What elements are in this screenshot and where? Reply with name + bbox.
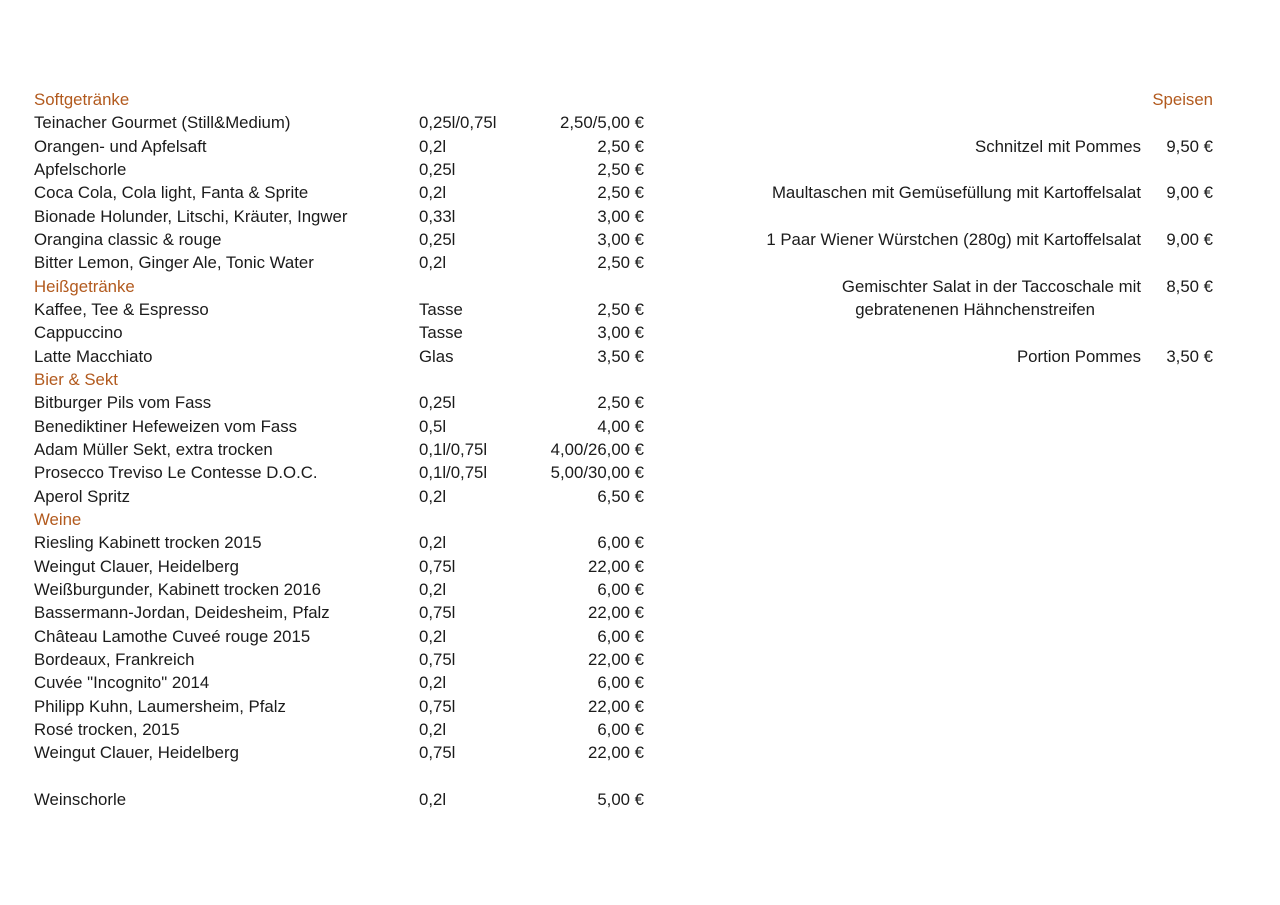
item-name: Bordeaux, Frankreich	[34, 649, 195, 669]
menu-item-row	[34, 601, 644, 624]
food-item-row	[698, 345, 1213, 368]
menu-item-row	[34, 391, 644, 414]
item-size: 0,2l	[419, 626, 447, 646]
speisen-column	[698, 88, 1213, 368]
item-price: 4,00 €	[597, 416, 644, 436]
food-item-name: 1 Paar Wiener Würstchen (280g) mit Kartoffelsalat	[766, 229, 1141, 249]
speisen-heading: Speisen	[1152, 90, 1213, 109]
item-name: Benediktiner Hefeweizen vom Fass	[34, 416, 298, 436]
menu-item-row	[34, 648, 644, 671]
food-item-name: Maultaschen mit Gemüsefüllung mit Kartoffelsalat	[771, 183, 1141, 203]
item-name: Philipp Kuhn, Laumersheim, Pfalz	[34, 696, 286, 716]
drinks-column	[34, 88, 644, 811]
menu-section-heading: Heißgetränke	[34, 276, 135, 296]
item-name: Latte Macchiato	[34, 346, 153, 366]
item-size: 0,5l	[419, 416, 447, 436]
item-size: 0,1l/0,75l	[419, 439, 488, 459]
item-name: Cappuccino	[34, 323, 123, 343]
item-price: 2,50 €	[597, 183, 644, 203]
menu-section-heading-row	[34, 368, 644, 391]
item-price: 2,50 €	[597, 299, 644, 319]
item-price: 2,50 €	[597, 253, 644, 273]
item-name: Château Lamothe Cuveé rouge 2015	[34, 626, 311, 646]
menu-item-row	[34, 578, 644, 601]
item-price: 6,50 €	[597, 486, 644, 506]
item-name: Prosecco Treviso Le Contesse D.O.C.	[34, 463, 318, 483]
item-price: 22,00 €	[588, 696, 644, 716]
menu-item-row	[34, 135, 644, 158]
menu-item-row	[34, 205, 644, 228]
menu-item-row	[34, 251, 644, 274]
food-item-price	[1141, 298, 1213, 321]
item-size: 0,2l	[419, 253, 447, 273]
speisen-heading-row	[698, 88, 1213, 111]
item-price: 22,00 €	[588, 603, 644, 623]
food-item-price: 9,00 €	[1166, 229, 1213, 249]
item-name: Weingut Clauer, Heidelberg	[34, 743, 239, 763]
item-name: Apfelschorle	[34, 159, 127, 179]
menu-item-row	[34, 625, 644, 648]
item-price: 5,00/30,00 €	[550, 463, 644, 483]
food-item-price: 3,50 €	[1166, 346, 1213, 366]
item-name: Bitter Lemon, Ginger Ale, Tonic Water	[34, 253, 314, 273]
item-name: Cuvée "Incognito" 2014	[34, 673, 210, 693]
item-name: Aperol Spritz	[34, 486, 131, 506]
item-size: 0,25l	[419, 393, 456, 413]
blank-row	[34, 765, 644, 788]
menu-item-row	[34, 485, 644, 508]
item-size: 0,25l	[419, 159, 456, 179]
menu-item-row	[34, 718, 644, 741]
food-item-row	[698, 228, 1213, 251]
item-size: 0,2l	[419, 789, 447, 809]
item-price: 6,00 €	[597, 626, 644, 646]
item-price: 5,00 €	[597, 789, 644, 809]
menu-section-heading: Bier & Sekt	[34, 369, 118, 389]
menu-item-row	[34, 298, 644, 321]
item-price: 6,00 €	[597, 719, 644, 739]
food-item-row	[698, 135, 1213, 158]
item-price: 3,00 €	[597, 229, 644, 249]
menu-item-row	[34, 741, 644, 764]
item-size: 0,75l	[419, 649, 456, 669]
menu-item-row	[34, 531, 644, 554]
item-size: 0,75l	[419, 743, 456, 763]
item-price: 6,00 €	[597, 533, 644, 553]
menu-item-row	[34, 671, 644, 694]
menu-section-heading-row	[34, 275, 644, 298]
item-size: 0,2l	[419, 579, 447, 599]
item-size: 0,2l	[419, 719, 447, 739]
item-name: Bitburger Pils vom Fass	[34, 393, 212, 413]
food-item-name: Portion Pommes	[1016, 346, 1141, 366]
menu-section-heading: Softgetränke	[34, 90, 130, 109]
item-name: Bassermann-Jordan, Deidesheim, Pfalz	[34, 603, 330, 623]
item-name: Rosé trocken, 2015	[34, 719, 180, 739]
blank-row	[698, 111, 1213, 134]
item-size: 0,2l	[419, 136, 447, 156]
food-item-name: Schnitzel mit Pommes	[975, 136, 1141, 156]
item-price: 6,00 €	[597, 673, 644, 693]
food-item-row	[698, 181, 1213, 204]
item-name: Adam Müller Sekt, extra trocken	[34, 439, 273, 459]
item-price: 22,00 €	[588, 556, 644, 576]
item-price: 22,00 €	[588, 649, 644, 669]
item-size: 0,2l	[419, 533, 447, 553]
menu-item-row	[34, 438, 644, 461]
item-size: 0,75l	[419, 696, 456, 716]
blank-row	[698, 205, 1213, 228]
item-size: 0,1l/0,75l	[419, 463, 488, 483]
item-size: 0,25l	[419, 229, 456, 249]
item-price: 6,00 €	[597, 579, 644, 599]
item-size: 0,75l	[419, 603, 456, 623]
item-price: 3,00 €	[597, 206, 644, 226]
menu-item-row	[34, 321, 644, 344]
menu-item-row	[34, 415, 644, 438]
food-item-price: 9,50 €	[1166, 136, 1213, 156]
item-name: Bionade Holunder, Litschi, Kräuter, Ingwer	[34, 206, 348, 226]
item-price: 2,50 €	[597, 159, 644, 179]
menu-item-row	[34, 555, 644, 578]
item-price: 4,00/26,00 €	[550, 439, 644, 459]
menu-item-row	[34, 228, 644, 251]
menu-item-row	[34, 345, 644, 368]
item-size: 0,75l	[419, 556, 456, 576]
menu-section-heading-row	[34, 508, 644, 531]
item-price: 2,50 €	[597, 393, 644, 413]
item-name: Teinacher Gourmet (Still&Medium)	[34, 113, 291, 133]
item-size: 0,2l	[419, 673, 447, 693]
food-item-name: gebratenenen Hähnchenstreifen	[855, 299, 1095, 319]
food-item-name: Gemischter Salat in der Taccoschale mit	[841, 276, 1141, 296]
item-size: 0,25l/0,75l	[419, 113, 497, 133]
menu-section-heading: Weine	[34, 509, 82, 529]
item-price: 3,00 €	[597, 323, 644, 343]
item-name: Weinschorle	[34, 789, 127, 809]
menu-item-row	[34, 111, 644, 134]
food-item-row	[698, 275, 1213, 298]
food-item-row	[698, 298, 1213, 321]
menu-item-row	[34, 695, 644, 718]
item-size: 0,2l	[419, 183, 447, 203]
blank-row	[698, 321, 1213, 344]
item-name: Coca Cola, Cola light, Fanta & Sprite	[34, 183, 309, 203]
item-size: Tasse	[419, 299, 463, 319]
item-size: Glas	[419, 346, 454, 366]
menu-item-row	[34, 461, 644, 484]
item-name: Weißburgunder, Kabinett trocken 2016	[34, 579, 322, 599]
item-price: 22,00 €	[588, 743, 644, 763]
food-item-price: 8,50 €	[1166, 276, 1213, 296]
blank-row	[698, 251, 1213, 274]
item-name: Orangina classic & rouge	[34, 229, 222, 249]
item-price: 2,50 €	[597, 136, 644, 156]
item-name: Orangen- und Apfelsaft	[34, 136, 207, 156]
menu-item-row	[34, 788, 644, 811]
blank-row	[698, 158, 1213, 181]
item-size: 0,2l	[419, 486, 447, 506]
menu-item-row	[34, 158, 644, 181]
item-name: Riesling Kabinett trocken 2015	[34, 533, 262, 553]
food-item-price: 9,00 €	[1166, 183, 1213, 203]
item-size: Tasse	[419, 323, 463, 343]
item-price: 2,50/5,00 €	[560, 113, 644, 133]
item-price: 3,50 €	[597, 346, 644, 366]
menu-section-heading-row	[34, 88, 644, 111]
menu-item-row	[34, 181, 644, 204]
item-size: 0,33l	[419, 206, 456, 226]
item-name: Weingut Clauer, Heidelberg	[34, 556, 239, 576]
item-name: Kaffee, Tee & Espresso	[34, 299, 209, 319]
